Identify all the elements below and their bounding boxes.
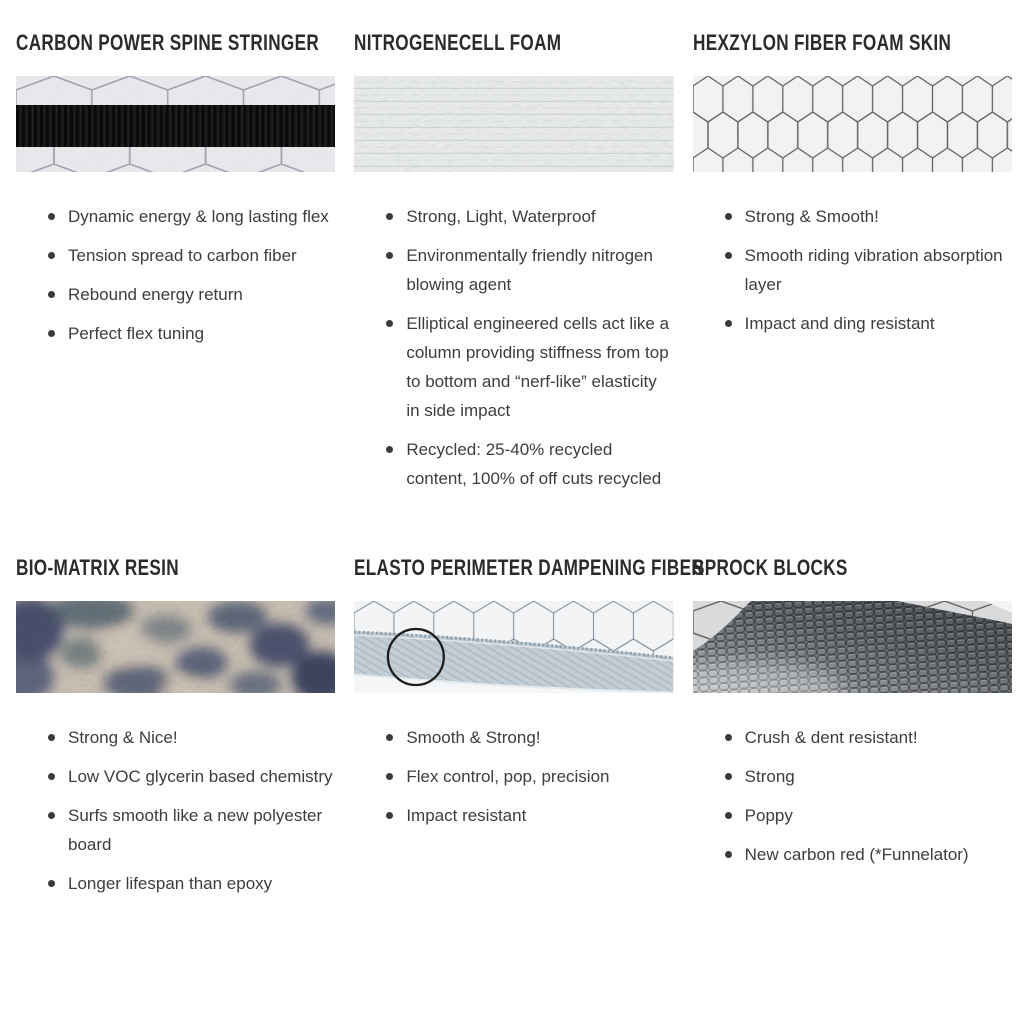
feature-list (354, 723, 673, 830)
bullet-item: Low VOC glycerin based chemistry (48, 762, 335, 791)
section-bio-matrix-resin (16, 555, 335, 908)
carbon-weave-image (693, 601, 1012, 693)
bullet-item: Strong (725, 762, 1012, 791)
bullet-item: Tension spread to carbon fiber (48, 241, 335, 270)
bullet-item: Strong & Smooth! (725, 202, 1012, 231)
resin-mottled-image (16, 601, 335, 693)
feature-list (354, 202, 673, 493)
foam-texture-image (354, 76, 673, 172)
section-title: CARBON POWER SPINE STRINGER (16, 30, 320, 55)
bullet-item: Poppy (725, 801, 1012, 830)
bullet-item: Flex control, pop, precision (386, 762, 673, 791)
bullet-item: Crush & dent resistant! (725, 723, 1012, 752)
bullet-item: Impact and ding resistant (725, 309, 1012, 338)
bullet-item: Recycled: 25-40% recycled content, 100% of off cuts recycled (386, 435, 673, 493)
bullet-item: Strong, Light, Waterproof (386, 202, 673, 231)
section-title: HEXZYLON FIBER FOAM SKIN (692, 30, 951, 55)
section-title: SPROCK BLOCKS (692, 555, 848, 580)
bullet-item: Impact resistant (386, 801, 673, 830)
carbon-stringer-image (16, 76, 335, 172)
bullet-item: Rebound energy return (48, 280, 335, 309)
feature-list (693, 202, 1012, 338)
bullet-item: Surfs smooth like a new polyester board (48, 801, 335, 859)
features-grid (16, 30, 1012, 908)
board-rail-circled-image (354, 601, 673, 693)
bullet-item: Smooth & Strong! (386, 723, 673, 752)
bullet-item: Environmentally friendly nitrogen blowing agent (386, 241, 673, 299)
section-nitrogenecell-foam (354, 30, 673, 503)
bullet-item: Longer lifespan than epoxy (48, 869, 335, 898)
section-hexzylon-fiber-foam-skin (693, 30, 1012, 503)
feature-list (16, 202, 335, 348)
section-title: NITROGENECELL FOAM (354, 30, 562, 55)
feature-list (693, 723, 1012, 869)
bullet-item: New carbon red (*Funnelator) (725, 840, 1012, 869)
section-title: BIO-MATRIX RESIN (16, 555, 179, 580)
hexagon-mesh-image (693, 76, 1012, 172)
section-carbon-power-spine-stringer (16, 30, 335, 503)
bullet-item: Perfect flex tuning (48, 319, 335, 348)
feature-list (16, 723, 335, 898)
bullet-item: Elliptical engineered cells act like a column providing stiffness from top to bottom and “nerf-like” elasticity in side impact (386, 309, 673, 425)
bullet-item: Smooth riding vibration absorption layer (725, 241, 1012, 299)
section-sprock-blocks (693, 555, 1012, 908)
bullet-item: Dynamic energy & long lasting flex (48, 202, 335, 231)
section-elasto-perimeter-dampening-fiber (354, 555, 705, 908)
bullet-item: Strong & Nice! (48, 723, 335, 752)
section-title: ELASTO PERIMETER DAMPENING FIBER (354, 555, 705, 580)
